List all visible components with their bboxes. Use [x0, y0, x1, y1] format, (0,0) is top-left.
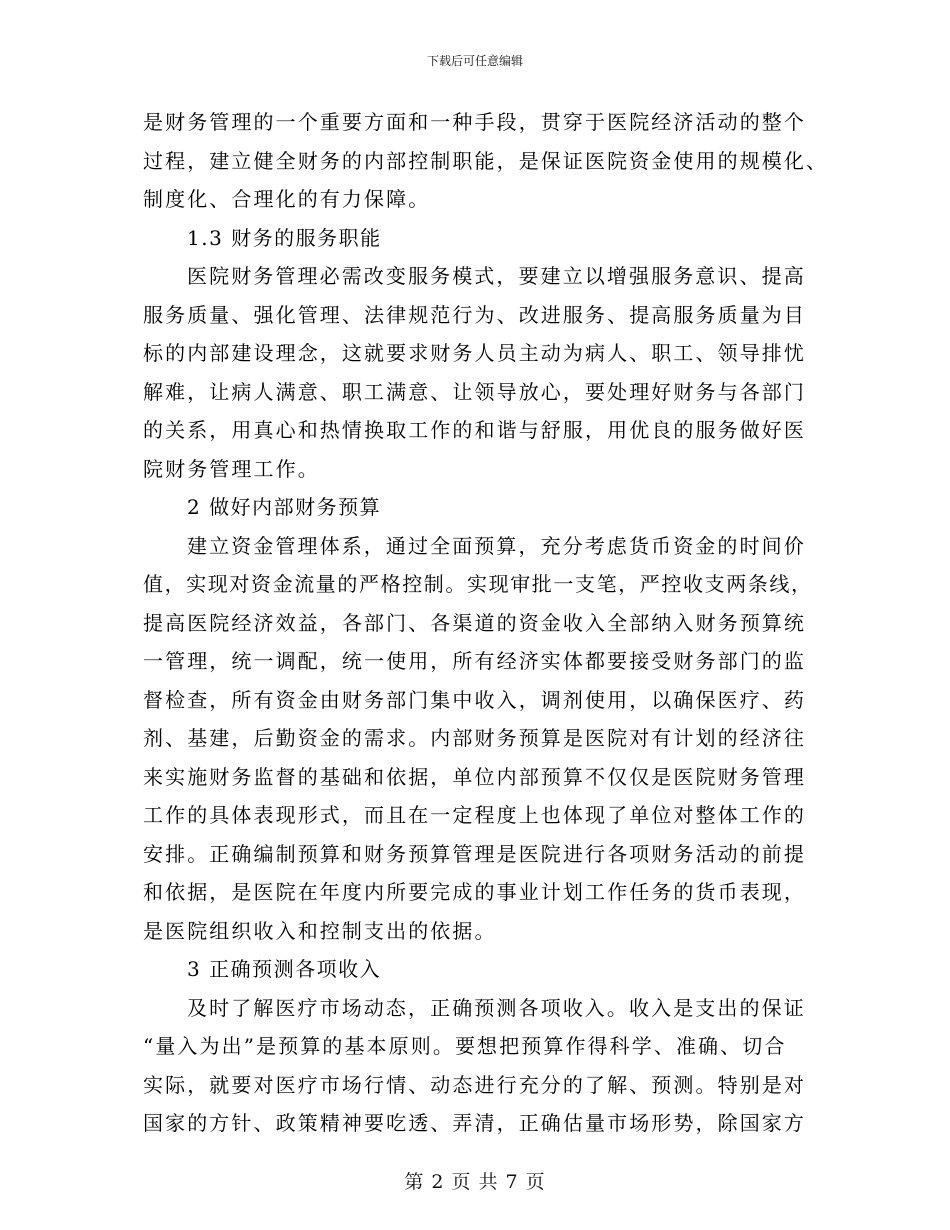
paragraph-line: 标的内部建设理念，这就要求财务人员主动为病人、职工、领导排忧 — [143, 341, 806, 365]
paragraph-line: 提高医院经济效益，各部门、各渠道的资金收入全部纳入财务预算统 — [143, 610, 806, 635]
section-heading-3: 3 正确预测各项收入 — [187, 957, 382, 981]
paragraph-line: 国家的方针、政策精神要吃透、弄清，正确估量市场形势，除国家方 — [143, 1111, 806, 1135]
paragraph-line: 及时了解医疗市场动态，正确预测各项收入。收入是支出的保证 — [187, 995, 806, 1020]
paragraph-line: 服务质量、强化管理、法律规范行为、改进服务、提高服务质量为目 — [143, 302, 806, 327]
paragraph-line: 来实施财务监督的基础和依据，单位内部预算不仅仅是医院财务管理 — [143, 764, 806, 789]
paragraph-line: 的关系，用真心和热情换取工作的和谐与舒服，用优良的服务做好医 — [143, 418, 806, 442]
paragraph-line: 医院财务管理必需改变服务模式，要建立以增强服务意识、提高 — [187, 264, 806, 288]
paragraph-line: 一管理，统一调配，统一使用，所有经济实体都要接受财务部门的监 — [143, 649, 806, 673]
paragraph-line: 安排。正确编制预算和财务预算管理是医院进行各项财务活动的前提 — [143, 841, 806, 866]
section-heading-2: 2 做好内部财务预算 — [187, 495, 382, 519]
paragraph-line: 是财务管理的一个重要方面和一种手段，贯穿于医院经济活动的整个 — [143, 110, 806, 134]
paragraph-line: 建立资金管理体系，通过全面预算，充分考虑货币资金的时间价 — [187, 533, 806, 558]
section-heading-1-3: 1.3 财务的服务职能 — [187, 225, 382, 250]
paragraph-line: 工作的具体表现形式，而且在一定程度上也体现了单位对整体工作的 — [143, 803, 806, 827]
paragraph-line: “量入为出”是预算的基本原则。要想把预算作得科学、准确、切合 — [143, 1034, 787, 1058]
paragraph-line: 剂、基建，后勤资金的需求。内部财务预算是医院对有计划的经济往 — [143, 726, 806, 750]
document-body — [143, 103, 829, 1143]
paragraph-line: 是医院组织收入和控制支出的依据。 — [143, 918, 497, 943]
paragraph-line: 督检查，所有资金由财务部门集中收入，调剂使用，以确保医疗、药 — [143, 687, 806, 712]
paragraph-line: 实际，就要对医疗市场行情、动态进行充分的了解、预测。特别是对 — [143, 1072, 806, 1097]
page-number-footer: 第 2 页 共 7 页 — [404, 1171, 546, 1193]
paragraph-line: 过程，建立健全财务的内部控制职能，是保证医院资金使用的规模化、 — [143, 148, 829, 173]
header-note: 下载后可任意编辑 — [426, 54, 523, 68]
paragraph-line: 和依据，是医院在年度内所要完成的事业计划工作任务的货币表现， — [143, 880, 806, 904]
paragraph-line: 值，实现对资金流量的严格控制。实现审批一支笔，严控收支两条线， — [143, 572, 811, 596]
paragraph-line: 解难，让病人满意、职工满意、让领导放心，要处理好财务与各部门 — [143, 379, 806, 404]
paragraph-line: 制度化、合理化的有力保障。 — [143, 187, 431, 211]
paragraph-line: 院财务管理工作。 — [143, 456, 320, 481]
